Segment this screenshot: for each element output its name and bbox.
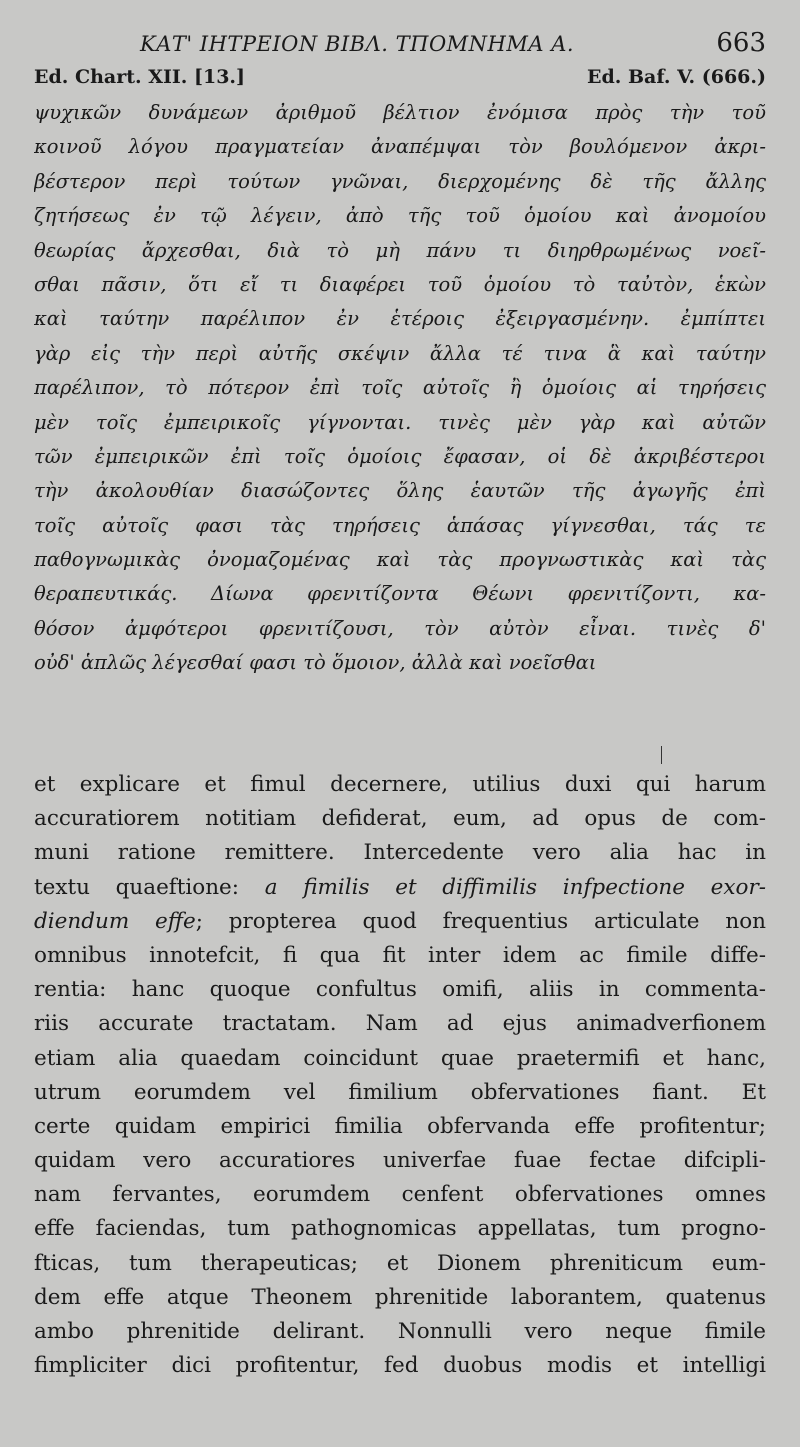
greek-text-line: μὲν τοῖς ἐμπειρικοῖς γίγνονται. τινὲς μὲν γὰρ καὶ αὐτῶν	[34, 410, 766, 434]
running-head	[0, 28, 800, 64]
ed-basel-reference: Ed. Baf. V. (666.)	[587, 66, 766, 88]
greek-text-line: θεραπευτικάς. Δίωνα φρενιτίζοντα Θέωνι φρενιτίζοντι, κα-	[34, 582, 766, 606]
latin-text-line: quidam vero accuratiores univerfae fuae fectae difcipli-	[34, 1148, 766, 1174]
latin-text-line	[34, 905, 766, 939]
latin-text-line: utrum eorumdem vel fimilium obfervationes fiant. Et	[34, 1079, 766, 1105]
latin-text-segment: diendum effe	[34, 908, 196, 934]
greek-text-line: σθαι πᾶσιν, ὅτι εἴ τι διαφέρει τοῦ ὁμοίου τὸ ταὐτὸν, ἑκὼν	[34, 272, 766, 296]
latin-text-line: fticas, tum therapeuticas; et Dionem phreniticum eum-	[34, 1250, 766, 1276]
latin-text-line: omnibus innotefcit, fi qua fit inter idem ac fimile diffe-	[34, 942, 766, 968]
latin-text-segment: a fimilis et diffimilis infpectione exor-	[264, 874, 766, 900]
latin-text-line: fimpliciter dici profitentur, fed duobus modis et intelligi	[34, 1353, 766, 1379]
latin-text-line: effe faciendas, tum pathognomicas appellatas, tum progno-	[34, 1216, 766, 1242]
latin-text-line: rentia: hanc quoque confultus omifi, aliis in commenta-	[34, 977, 766, 1003]
greek-text-line: γὰρ εἰς τὴν περὶ αὐτῆς σκέψιν ἄλλα τέ τινα ἃ καὶ ταύτην	[34, 341, 766, 365]
greek-text-line: κοινοῦ λόγου πραγματείαν ἀναπέμψαι τὸν βουλόμενον ἀκρι-	[34, 135, 766, 159]
latin-text-line: ambo phrenitide delirant. Nonnulli vero neque fimile	[34, 1319, 766, 1344]
latin-text-line: muni ratione remittere. Intercedente vero alia hac in	[34, 840, 766, 866]
latin-text-line: riis accurate tractatam. Nam ad ejus animadverfionem	[34, 1011, 766, 1037]
greek-text-line: θόσον ἀμφότεροι φρενιτίζουσι, τὸν αὐτὸν εἶναι. τινὲς δ'	[34, 616, 766, 640]
greek-text-line: βέστερον περὶ τούτων γνῶναι, διερχομένης δὲ τῆς ἄλλης	[34, 169, 766, 193]
greek-text-line: ζητήσεως ἐν τῷ λέγειν, ἀπὸ τῆς τοῦ ὁμοίου καὶ ἀνομοίου	[34, 204, 766, 228]
greek-text-line: τοῖς αὐτοῖς φασι τὰς τηρήσεις ἁπάσας γίγνεσθαι, τάς τε	[34, 513, 766, 537]
latin-text-segment: textu quaeftione:	[34, 874, 265, 900]
greek-text-line: καὶ ταύτην παρέλιπον ἐν ἑτέροις ἐξειργασμένην. ἐμπίπτει	[34, 307, 766, 331]
greek-text-line: οὐδ' ἁπλῶς λέγεσθαί φασι τὸ ὅμοιον, ἀλλὰ καὶ νοεῖσθαι	[34, 651, 597, 675]
latin-text-line: nam fervantes, eorumdem cenfent obfervationes omnes	[34, 1182, 766, 1208]
greek-text-line: παρέλιπον, τὸ πότερον ἐπὶ τοῖς αὐτοῖς ἢ ὁμοίοις αἱ τηρήσεις	[34, 376, 766, 400]
greek-text-line: θεωρίας ἄρχεσθαι, διὰ τὸ μὴ πάνυ τι διηρθρωμένως νοεῖ-	[34, 238, 766, 262]
latin-text-line: certe quidam empirici fimilia obfervanda effe profitentur;	[34, 1113, 766, 1139]
greek-text-block	[34, 96, 766, 681]
greek-text-line: τῶν ἐμπειρικῶν ἐπὶ τοῖς ὁμοίοις ἔφασαν, οἱ δὲ ἀκριβέστεροι	[34, 444, 766, 468]
latin-text-line: etiam alia quaedam coincidunt quae praetermifi et hanc,	[34, 1045, 766, 1071]
ed-chart-reference: Ed. Chart. XII. [13.]	[34, 66, 246, 88]
latin-text-block	[34, 768, 766, 1383]
running-title: ΚΑΤ' ΙΗΤΡΕΙΟΝ ΒΙΒΛ. ΤΠΟΜΝΗΜΑ Α.	[140, 32, 575, 56]
latin-text-line: et explicare et fimul decernere, utilius duxi qui harum	[34, 772, 766, 797]
greek-text-line: παθογνωμικὰς ὀνομαζομένας καὶ τὰς προγνωστικὰς καὶ τὰς	[34, 548, 766, 572]
latin-text-line	[34, 871, 766, 905]
margin-mark	[661, 746, 662, 764]
page-number: 663	[716, 28, 766, 58]
greek-text-line: τὴν ἀκολουθίαν διασώζοντες ὅλης ἑαυτῶν τῆς ἀγωγῆς ἐπὶ	[34, 479, 766, 503]
latin-text-line: accuratiorem notitiam defiderat, eum, ad opus de com-	[34, 806, 766, 832]
greek-text-line: ψυχικῶν δυνάμεων ἀριθμοῦ βέλτιον ἐνόμισα πρὸς τὴν τοῦ	[34, 101, 766, 124]
edition-references	[34, 66, 766, 94]
latin-text-line: dem effe atque Theonem phrenitide laborantem, quatenus	[34, 1284, 766, 1310]
latin-text-segment: ; propterea quod frequentius articulate non	[195, 908, 766, 934]
